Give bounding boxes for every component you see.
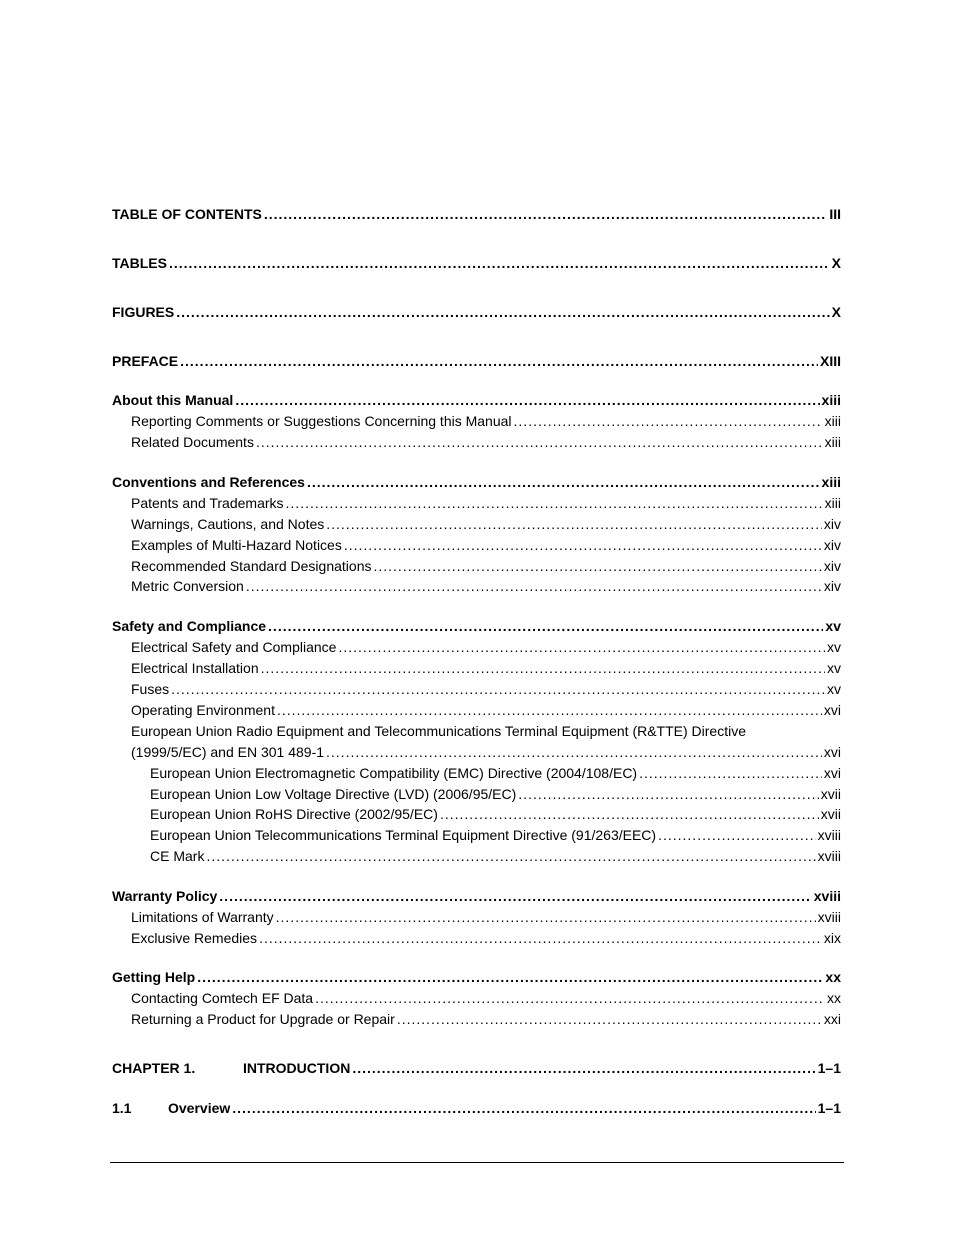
chapter-title: INTRODUCTION [243, 1060, 351, 1076]
toc-entry-title: Metric Conversion [131, 578, 244, 594]
dot-leader [169, 254, 830, 272]
toc-entry-page: xiv [823, 558, 841, 574]
toc-entry-title: PREFACE [112, 353, 179, 369]
toc-entry[interactable] [131, 433, 841, 451]
toc-entry-title [112, 1099, 230, 1117]
dot-leader [326, 743, 822, 761]
toc-entry[interactable] [131, 680, 841, 698]
dot-leader [658, 826, 816, 844]
toc-entry[interactable] [131, 577, 841, 595]
toc-entry-title: TABLES [112, 255, 167, 271]
dot-leader [344, 536, 822, 554]
dot-leader [307, 473, 820, 491]
toc-entry-page: xiv [823, 516, 841, 532]
toc-entry-title: Conventions and References [112, 474, 305, 490]
toc-entry[interactable] [131, 557, 841, 575]
toc-entry-page: xv [827, 660, 841, 676]
dot-leader [232, 1099, 815, 1117]
toc-entry-title: Warranty Policy [112, 888, 218, 904]
dot-leader [338, 638, 825, 656]
toc-entry-page: xviii [817, 827, 841, 843]
toc-entry-title: Limitations of Warranty [131, 909, 274, 925]
toc-entry-page: XIII [819, 353, 841, 369]
dot-leader [197, 968, 823, 986]
section-title: Overview [168, 1100, 231, 1116]
dot-leader [277, 701, 822, 719]
dot-leader [440, 805, 819, 823]
dot-leader [206, 847, 815, 865]
toc-entry[interactable] [131, 989, 841, 1007]
toc-entry-page: xviii [817, 909, 841, 925]
toc-entry-page: xx [827, 990, 841, 1006]
toc-entry-title: European Union Low Voltage Directive (LVD) (2006/95/EC) [150, 786, 517, 802]
toc-entry-title: European Union Telecommunications Terminal Equipment Directive (91/263/EEC) [150, 827, 657, 843]
toc-entry[interactable] [131, 1010, 841, 1028]
toc-entry[interactable] [131, 412, 841, 430]
toc-entry-title: Safety and Compliance [112, 618, 267, 634]
toc-entry[interactable] [150, 764, 841, 782]
toc-entry[interactable] [112, 473, 841, 491]
toc-entry-title: Returning a Product for Upgrade or Repair [131, 1011, 395, 1027]
dot-leader [514, 412, 823, 430]
dot-leader [176, 303, 829, 321]
toc-entry[interactable] [131, 494, 841, 512]
toc-entry-title: Electrical Installation [131, 660, 259, 676]
toc-entry-title: TABLE OF CONTENTS [112, 206, 262, 222]
toc-entry-page: xiii [824, 413, 841, 429]
dot-leader [219, 887, 811, 905]
toc-entry-title: Related Documents [131, 434, 254, 450]
toc-entry[interactable] [150, 847, 841, 865]
toc-entry-page: III [829, 206, 841, 222]
toc-entry-title: Patents and Trademarks [131, 495, 284, 511]
toc-entry[interactable] [131, 929, 841, 947]
dot-leader [180, 352, 818, 370]
toc-entry-title: Reporting Comments or Suggestions Concerning this Manual [131, 413, 512, 429]
toc-entry[interactable] [131, 743, 841, 761]
toc-entry-page: 1–1 [817, 1060, 841, 1076]
toc-entry-page: xvii [820, 806, 841, 822]
toc-entry-page: xix [823, 930, 841, 946]
dot-leader [639, 764, 822, 782]
toc-entry[interactable] [131, 638, 841, 656]
toc-entry-page: xiii [821, 474, 841, 490]
toc-entry[interactable] [131, 515, 841, 533]
toc-entry-title [112, 1059, 350, 1077]
toc-entry-page: xvi [823, 702, 841, 718]
toc-entry[interactable] [131, 701, 841, 719]
toc-entry-title: Recommended Standard Designations [131, 558, 372, 574]
toc-entry-title: Fuses [131, 681, 170, 697]
toc-entry-page: xvi [823, 744, 841, 760]
toc-entry-title: Electrical Safety and Compliance [131, 639, 337, 655]
table-of-contents [112, 0, 841, 1235]
toc-entry-title: Exclusive Remedies [131, 930, 258, 946]
toc-entry-title: European Union Electromagnetic Compatibility (EMC) Directive (2004/108/EC) [150, 765, 638, 781]
toc-entry-title: FIGURES [112, 304, 175, 320]
dot-leader [286, 494, 823, 512]
toc-entry-page: xviii [813, 888, 841, 904]
toc-entry-page: xiv [823, 578, 841, 594]
toc-entry-page: xiii [821, 392, 841, 408]
toc-entry-title: CE Mark [150, 848, 205, 864]
dot-leader [326, 515, 822, 533]
toc-entry[interactable] [112, 205, 841, 223]
toc-entry-title: Contacting Comtech EF Data [131, 990, 314, 1006]
toc-entry[interactable] [112, 1099, 841, 1117]
dot-leader [264, 205, 827, 223]
toc-entry-page: xiii [824, 434, 841, 450]
toc-entry-page: xvi [823, 765, 841, 781]
toc-entry[interactable] [131, 659, 841, 677]
toc-entry-page: xvii [820, 786, 841, 802]
toc-entry-page: xxi [823, 1011, 841, 1027]
toc-entry-page: X [831, 304, 841, 320]
toc-entry[interactable] [150, 826, 841, 844]
dot-leader [352, 1059, 815, 1077]
toc-entry-page: xiv [823, 537, 841, 553]
dot-leader [315, 989, 825, 1007]
dot-leader [171, 680, 825, 698]
toc-entry-page: xviii [817, 848, 841, 864]
toc-entry-title: Examples of Multi-Hazard Notices [131, 537, 342, 553]
toc-entry-page: xv [827, 681, 841, 697]
toc-entry[interactable] [150, 805, 841, 823]
dot-leader [373, 557, 821, 575]
toc-entry[interactable] [112, 391, 841, 409]
toc-entry[interactable] [112, 303, 841, 321]
dot-leader [261, 659, 825, 677]
dot-leader [246, 577, 822, 595]
toc-entry-title: Warnings, Cautions, and Notes [131, 516, 325, 532]
toc-entry[interactable] [112, 887, 841, 905]
dot-leader [256, 433, 823, 451]
toc-entry-title: European Union RoHS Directive (2002/95/EC) [150, 806, 438, 822]
toc-entry[interactable] [112, 968, 841, 986]
toc-entry-page: xiii [824, 495, 841, 511]
toc-entry[interactable] [131, 536, 841, 554]
toc-entry-page: X [831, 255, 841, 271]
dot-leader [235, 391, 819, 409]
toc-entry[interactable] [112, 352, 841, 370]
toc-entry-page: xx [825, 969, 841, 985]
toc-entry-title: Operating Environment [131, 702, 275, 718]
toc-entry[interactable] [131, 908, 841, 926]
toc-entry-page: xv [825, 618, 841, 634]
dot-leader [397, 1010, 822, 1028]
toc-entry[interactable] [112, 254, 841, 272]
dot-leader [259, 929, 822, 947]
footer-divider [110, 1162, 844, 1163]
toc-entry-page: 1–1 [817, 1100, 841, 1116]
toc-entry-title: Getting Help [112, 969, 196, 985]
chapter-number: CHAPTER 1. [112, 1060, 196, 1076]
section-number: 1.1 [112, 1100, 132, 1116]
dot-leader [268, 617, 823, 635]
toc-entry-title-line[interactable]: European Union Radio Equipment and Telecommunications Terminal Equipment (R&TTE) Directive [131, 723, 747, 739]
toc-entry-title: (1999/5/EC) and EN 301 489-1 [131, 744, 325, 760]
toc-entry-page: xv [827, 639, 841, 655]
toc-entry[interactable] [112, 1059, 841, 1077]
toc-entry[interactable] [112, 617, 841, 635]
dot-leader [276, 908, 816, 926]
toc-entry[interactable] [150, 785, 841, 803]
toc-entry-title: About this Manual [112, 392, 234, 408]
dot-leader [518, 785, 818, 803]
